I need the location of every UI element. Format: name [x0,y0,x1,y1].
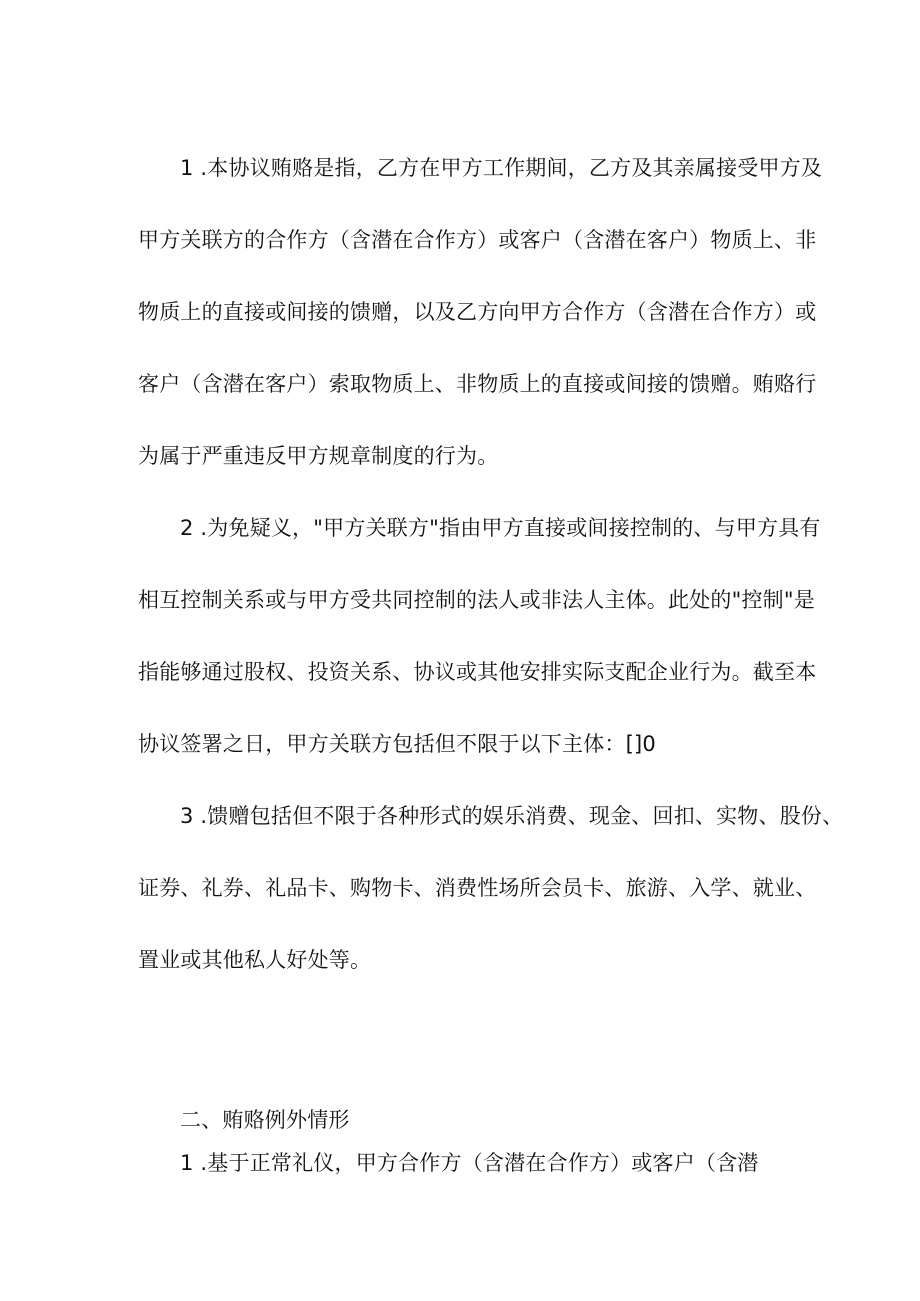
paragraph-1-line-4: 客户（含潜在客户）索取物质上、非物质上的直接或间接的馈赠。贿赂行 [138,372,817,396]
paragraph-2-line-3: 指能够通过股权、投资关系、协议或其他安排实际支配企业行为。截至本 [138,660,817,684]
paragraph-3-line-1: 3 .馈赠包括但不限于各种形式的娱乐消费、现金、回扣、实物、股份、 [180,804,844,828]
section-heading: 二、贿赂例外情形 [180,1108,350,1132]
paragraph-3-line-2: 证券、礼券、礼品卡、购物卡、消费性场所会员卡、旅游、入学、就业、 [138,876,817,900]
paragraph-1-line-2: 甲方关联方的合作方（含潜在合作方）或客户（含潜在客户）物质上、非 [138,228,817,252]
paragraph-1-line-5: 为属于严重违反甲方规章制度的行为。 [138,444,499,468]
paragraph-3-line-3: 置业或其他私人好处等。 [138,948,372,972]
paragraph-1-line-3: 物质上的直接或间接的馈赠，以及乙方向甲方合作方（含潜在合作方）或 [138,300,817,324]
paragraph-2-line-4: 协议签署之日，甲方关联方包括但不限于以下主体：[]0 [138,732,656,756]
paragraph-2-line-2: 相互控制关系或与甲方受共同控制的法人或非法人主体。此处的"控制"是 [138,588,815,612]
paragraph-2-line-1: 2 .为免疑义，"甲方关联方"指由甲方直接或间接控制的、与甲方具有 [180,516,821,540]
section-first-line: 1 .基于正常礼仪，甲方合作方（含潜在合作方）或客户（含潜 [180,1151,759,1175]
paragraph-1-line-1: 1 .本协议贿赂是指，乙方在甲方工作期间，乙方及其亲属接受甲方及 [180,156,823,180]
